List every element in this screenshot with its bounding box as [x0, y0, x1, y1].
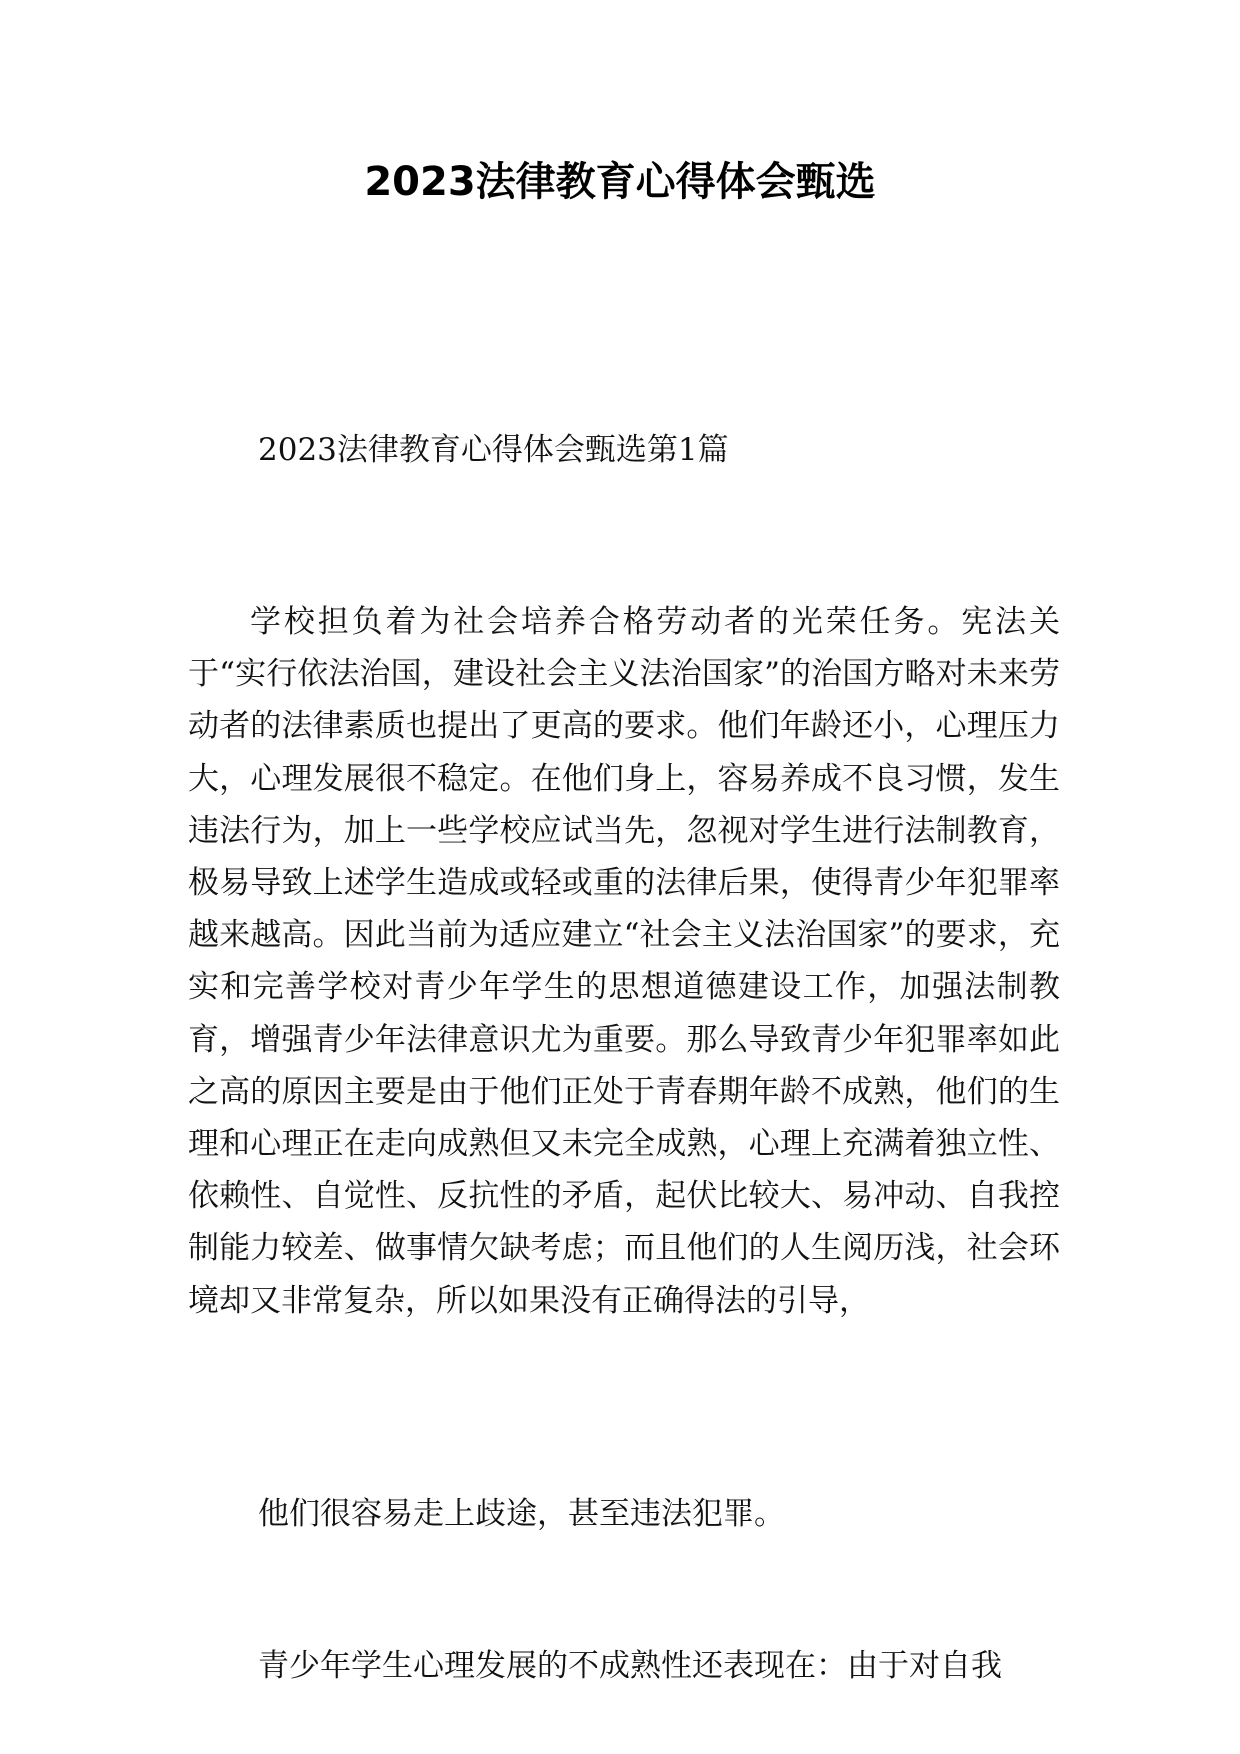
body-paragraph-3: 青少年学生心理发展的不成熟性还表现在：由于对自我 [258, 1648, 1002, 1684]
body-paragraph-1: 学校担负着为社会培养合格劳动者的光荣任务。宪法关于“实行依法治国，建设社会主义法治国家”的治国方略对未来劳动者的法律素质也提出了更高的要求。他们年龄还小，心理压力大，心理发展很不稳定。在他们身上，容易养成不良习惯，发生违法行为，加上一些学校应试当先，忽视对学生进行法制教育，极易导致上述学生造成或轻或重的法律后果，使得青少年犯罪率越来越高。因此当前为适应建立“社会主义法治国家”的要求，充实和完善学校对青少年学生的思想道德建设工作，加强法制教育，增强青少年法律意识尤为重要。那么导致青少年犯罪率如此之高的原因主要是由于他们正处于青春期年龄不成熟，他们的生理和心理正在走向成熟但又未完全成熟，心理上充满着独立性、依赖性、自觉性、反抗性的矛盾，起伏比较大、易冲动、自我控制能力较差、做事情欠缺考虑；而且他们的人生阅历浅，社会环境却又非常复杂，所以如果没有正确得法的引导， [188, 604, 1060, 1319]
body-paragraph-2: 他们很容易走上歧途，甚至违法犯罪。 [258, 1496, 785, 1532]
section-heading: 2023法律教育心得体会甄选第1篇 [258, 432, 729, 468]
document-title: 2023法律教育心得体会甄选 [364, 159, 876, 205]
